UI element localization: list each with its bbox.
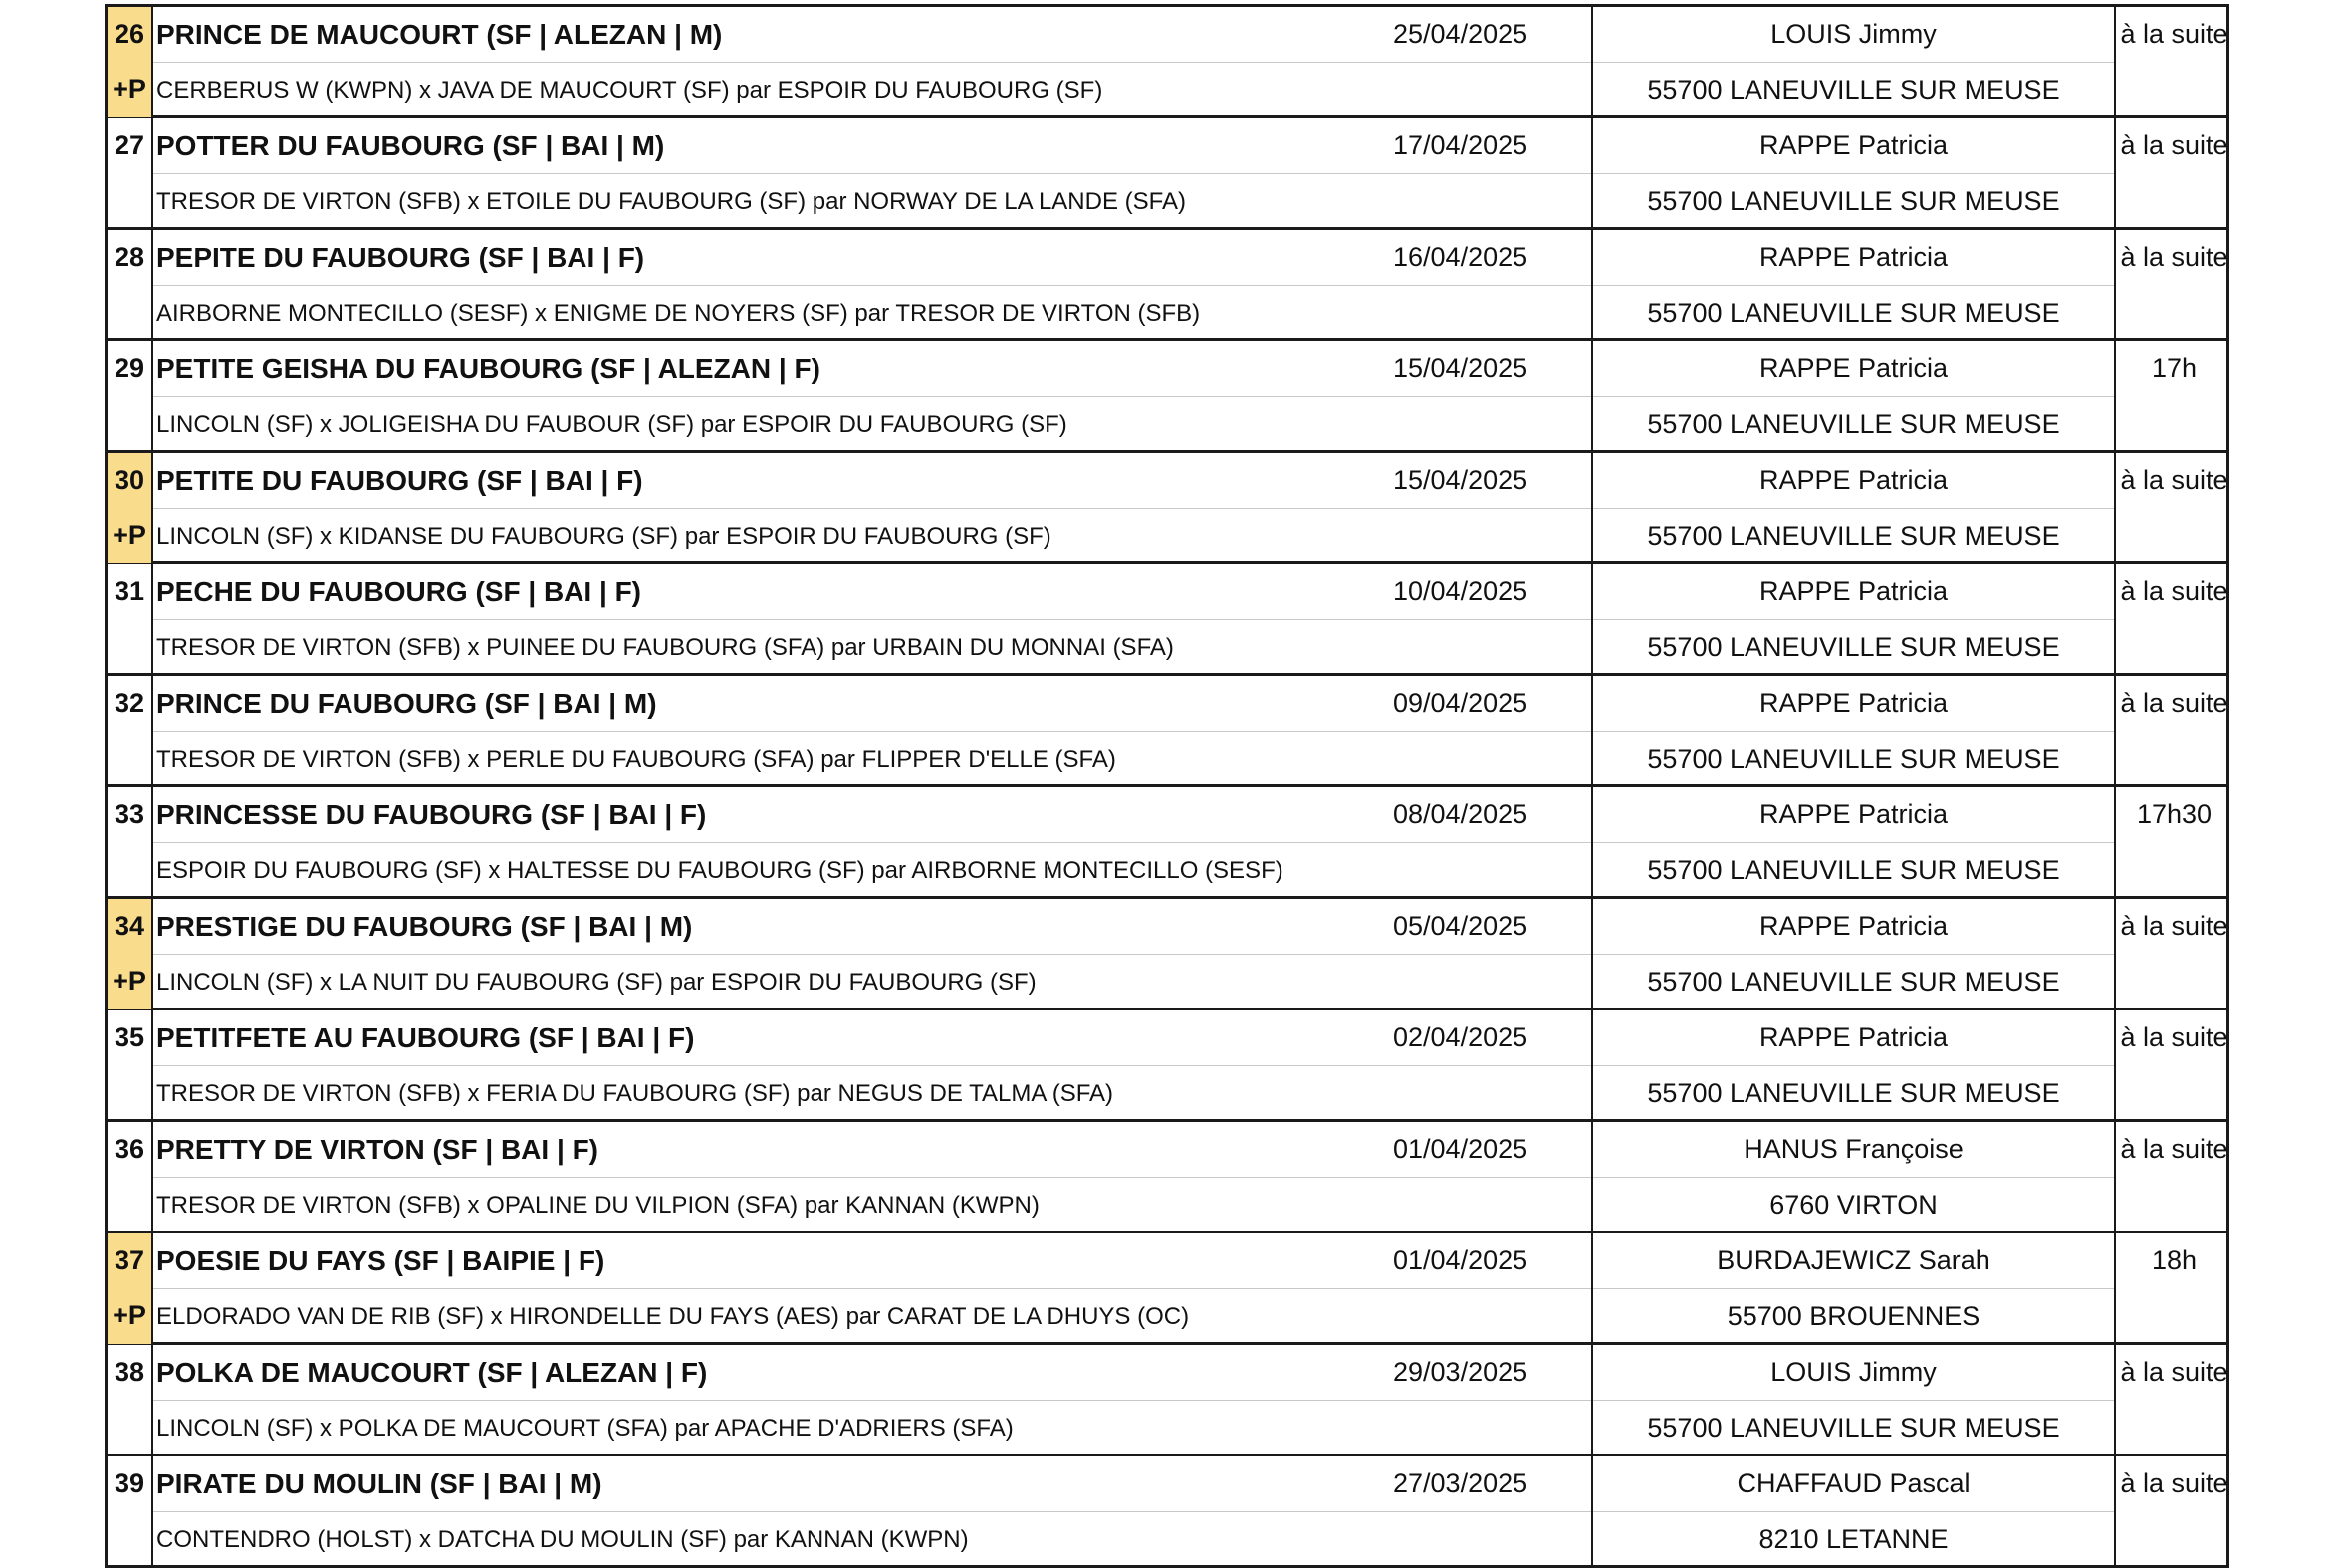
owner-name: RAPPE Patricia — [1593, 230, 2114, 286]
entry-number: 35 — [114, 1022, 145, 1052]
horse-info-cell — [153, 7, 1593, 117]
owner-name: LOUIS Jimmy — [1593, 1345, 2114, 1401]
schedule-time: à la suite — [2120, 911, 2228, 941]
horse-name: POTTER DU FAUBOURG (SF | BAI | M) — [156, 129, 665, 161]
horse-name: PEPITE DU FAUBOURG (SF | BAI | F) — [156, 241, 645, 273]
owner-cell — [1593, 7, 2116, 117]
schedule-cell — [2116, 1122, 2232, 1232]
pedigree: LINCOLN (SF) x LA NUIT DU FAUBOURG (SF) par ESPOIR DU FAUBOURG (SF) — [156, 968, 1037, 996]
horse-name: POESIE DU FAYS (SF | BAIPIE | F) — [156, 1244, 605, 1276]
horse-name: PRINCE DU FAUBOURG (SF | BAI | M) — [156, 687, 657, 719]
table-row — [105, 230, 2229, 341]
table-row — [105, 1233, 2229, 1345]
entry-plus-marker — [108, 1400, 151, 1455]
horse-info-cell — [153, 899, 1593, 1009]
pedigree: TRESOR DE VIRTON (SFB) x ETOILE DU FAUBOURG (SF) par NORWAY DE LA LANDE (SFA) — [156, 187, 1186, 215]
owner-cell — [1593, 787, 2116, 898]
table-row — [105, 7, 2229, 118]
owner-cell — [1593, 1233, 2116, 1344]
pedigree: LINCOLN (SF) x POLKA DE MAUCOURT (SFA) par APACHE D'ADRIERS (SFA) — [156, 1414, 1014, 1442]
horse-info-cell — [153, 787, 1593, 898]
owner-name: RAPPE Patricia — [1593, 676, 2114, 732]
entry-plus-marker — [108, 173, 151, 228]
schedule-cell — [2116, 564, 2232, 675]
owner-location: 55700 LANEUVILLE SUR MEUSE — [1647, 1413, 2060, 1443]
entry-plus-marker: +P — [113, 74, 146, 104]
schedule-cell — [2116, 899, 2232, 1009]
birth-date: 08/04/2025 — [1393, 799, 1528, 829]
entry-number: 39 — [114, 1468, 145, 1498]
owner-cell — [1593, 341, 2116, 452]
entry-number-cell — [108, 1345, 153, 1456]
owner-cell — [1593, 453, 2116, 563]
birth-date: 15/04/2025 — [1393, 353, 1528, 383]
schedule-cell — [2116, 341, 2232, 452]
schedule-time: à la suite — [2120, 465, 2228, 495]
horse-info-cell — [153, 564, 1593, 675]
owner-cell — [1593, 1345, 2116, 1456]
birth-date: 27/03/2025 — [1393, 1468, 1528, 1498]
horse-name: PRINCESSE DU FAUBOURG (SF | BAI | F) — [156, 798, 707, 830]
schedule-time: 17h — [2151, 353, 2198, 383]
owner-name: RAPPE Patricia — [1593, 341, 2114, 397]
owner-location: 55700 LANEUVILLE SUR MEUSE — [1647, 855, 2060, 885]
table-row — [105, 899, 2229, 1010]
entry-number: 37 — [114, 1245, 145, 1275]
owner-name: RAPPE Patricia — [1593, 787, 2114, 843]
horse-name: PRESTIGE DU FAUBOURG (SF | BAI | M) — [156, 910, 693, 942]
owner-name: RAPPE Patricia — [1593, 899, 2114, 955]
entry-plus-marker: +P — [113, 520, 146, 550]
entry-number-cell — [108, 676, 153, 786]
owner-cell — [1593, 676, 2116, 786]
owner-name: RAPPE Patricia — [1593, 118, 2114, 174]
table-row — [105, 787, 2229, 899]
schedule-cell — [2116, 676, 2232, 786]
horse-name: PRINCE DE MAUCOURT (SF | ALEZAN | M) — [156, 18, 723, 50]
pedigree: LINCOLN (SF) x KIDANSE DU FAUBOURG (SF) par ESPOIR DU FAUBOURG (SF) — [156, 522, 1051, 550]
pedigree: TRESOR DE VIRTON (SFB) x PUINEE DU FAUBOURG (SFA) par URBAIN DU MONNAI (SFA) — [156, 633, 1174, 661]
table-row — [105, 564, 2229, 676]
owner-location: 55700 LANEUVILLE SUR MEUSE — [1647, 632, 2060, 662]
schedule-cell — [2116, 787, 2232, 898]
birth-date: 29/03/2025 — [1393, 1357, 1528, 1387]
horse-info-cell — [153, 676, 1593, 786]
schedule-time: 18h — [2151, 1245, 2198, 1275]
pedigree: TRESOR DE VIRTON (SFB) x OPALINE DU VILPION (SFA) par KANNAN (KWPN) — [156, 1191, 1040, 1219]
entries-table — [105, 4, 2229, 1568]
entry-number: 27 — [114, 130, 145, 160]
schedule-cell — [2116, 1233, 2232, 1344]
entry-number-cell — [108, 118, 153, 229]
horse-info-cell — [153, 1233, 1593, 1344]
table-row — [105, 1010, 2229, 1122]
owner-location: 8210 LETANNE — [1758, 1524, 1949, 1554]
entry-plus-marker — [108, 1177, 151, 1232]
table-row — [105, 676, 2229, 787]
entry-number: 28 — [114, 242, 145, 272]
entry-number: 34 — [114, 911, 145, 941]
pedigree: TRESOR DE VIRTON (SFB) x FERIA DU FAUBOURG (SF) par NEGUS DE TALMA (SFA) — [156, 1079, 1114, 1107]
schedule-cell — [2116, 1456, 2232, 1567]
horse-name: PETITE GEISHA DU FAUBOURG (SF | ALEZAN | F) — [156, 352, 820, 384]
entry-plus-marker — [108, 285, 151, 339]
table-row — [105, 1456, 2229, 1568]
horse-info-cell — [153, 230, 1593, 340]
pedigree: ELDORADO VAN DE RIB (SF) x HIRONDELLE DU FAYS (AES) par CARAT DE LA DHUYS (OC) — [156, 1302, 1190, 1330]
owner-location: 55700 BROUENNES — [1727, 1301, 1980, 1331]
entry-number-cell — [108, 1010, 153, 1121]
owner-cell — [1593, 118, 2116, 229]
entry-number: 33 — [114, 799, 145, 829]
pedigree: ESPOIR DU FAUBOURG (SF) x HALTESSE DU FAUBOURG (SF) par AIRBORNE MONTECILLO (SESF) — [156, 856, 1283, 884]
pedigree: CERBERUS W (KWPN) x JAVA DE MAUCOURT (SF) par ESPOIR DU FAUBOURG (SF) — [156, 76, 1103, 104]
birth-date: 10/04/2025 — [1393, 576, 1528, 606]
horse-info-cell — [153, 1010, 1593, 1121]
entry-plus-marker — [108, 1065, 151, 1120]
schedule-time: 17h30 — [2136, 799, 2213, 829]
entry-number-cell — [108, 7, 153, 117]
pedigree: CONTENDRO (HOLST) x DATCHA DU MOULIN (SF) par KANNAN (KWPN) — [156, 1525, 969, 1553]
schedule-time: à la suite — [2120, 130, 2228, 160]
owner-location: 55700 LANEUVILLE SUR MEUSE — [1647, 521, 2060, 551]
pedigree: AIRBORNE MONTECILLO (SESF) x ENIGME DE NOYERS (SF) par TRESOR DE VIRTON (SFB) — [156, 299, 1201, 327]
entry-plus-marker: +P — [113, 1300, 146, 1330]
owner-cell — [1593, 230, 2116, 340]
owner-name: BURDAJEWICZ Sarah — [1593, 1233, 2114, 1289]
entry-number: 31 — [114, 576, 145, 606]
schedule-time: à la suite — [2120, 688, 2228, 718]
horse-info-cell — [153, 1345, 1593, 1456]
schedule-cell — [2116, 1010, 2232, 1121]
entry-number-cell — [108, 453, 153, 563]
schedule-time: à la suite — [2120, 1134, 2228, 1164]
horse-info-cell — [153, 1456, 1593, 1567]
schedule-time: à la suite — [2120, 1357, 2228, 1387]
entry-plus-marker — [108, 842, 151, 897]
horse-name: PECHE DU FAUBOURG (SF | BAI | F) — [156, 575, 642, 607]
entry-plus-marker — [108, 619, 151, 674]
birth-date: 05/04/2025 — [1393, 911, 1528, 941]
table-row — [105, 1122, 2229, 1233]
owner-location: 55700 LANEUVILLE SUR MEUSE — [1647, 409, 2060, 439]
owner-name: RAPPE Patricia — [1593, 1010, 2114, 1066]
birth-date: 25/04/2025 — [1393, 19, 1528, 49]
pedigree: TRESOR DE VIRTON (SFB) x PERLE DU FAUBOURG (SFA) par FLIPPER D'ELLE (SFA) — [156, 745, 1116, 773]
schedule-time: à la suite — [2120, 576, 2228, 606]
schedule-cell — [2116, 118, 2232, 229]
birth-date: 09/04/2025 — [1393, 688, 1528, 718]
horse-name: PIRATE DU MOULIN (SF | BAI | M) — [156, 1467, 602, 1499]
schedule-time: à la suite — [2120, 19, 2228, 49]
schedule-cell — [2116, 453, 2232, 563]
owner-cell — [1593, 899, 2116, 1009]
owner-cell — [1593, 1010, 2116, 1121]
owner-name: LOUIS Jimmy — [1593, 7, 2114, 63]
birth-date: 01/04/2025 — [1393, 1134, 1528, 1164]
owner-location: 55700 LANEUVILLE SUR MEUSE — [1647, 298, 2060, 328]
owner-name: HANUS Françoise — [1593, 1122, 2114, 1178]
entry-number: 30 — [114, 465, 145, 495]
entry-number-cell — [108, 230, 153, 340]
birth-date: 17/04/2025 — [1393, 130, 1528, 160]
entry-number-cell — [108, 1233, 153, 1344]
table-row — [105, 1345, 2229, 1456]
birth-date: 15/04/2025 — [1393, 465, 1528, 495]
entry-number-cell — [108, 564, 153, 675]
entry-number-cell — [108, 341, 153, 452]
owner-cell — [1593, 1456, 2116, 1567]
entry-number: 26 — [114, 19, 145, 49]
entry-plus-marker — [108, 396, 151, 451]
schedule-time: à la suite — [2120, 1468, 2228, 1498]
owner-name: CHAFFAUD Pascal — [1593, 1456, 2114, 1512]
owner-location: 55700 LANEUVILLE SUR MEUSE — [1647, 75, 2060, 105]
birth-date: 02/04/2025 — [1393, 1022, 1528, 1052]
table-row — [105, 453, 2229, 564]
owner-location: 55700 LANEUVILLE SUR MEUSE — [1647, 1078, 2060, 1108]
horse-info-cell — [153, 118, 1593, 229]
entry-number: 36 — [114, 1134, 145, 1164]
entry-number-cell — [108, 787, 153, 898]
horse-name: PETITE DU FAUBOURG (SF | BAI | F) — [156, 464, 643, 496]
entry-plus-marker — [108, 731, 151, 785]
horse-name: PRETTY DE VIRTON (SF | BAI | F) — [156, 1133, 598, 1165]
pedigree: LINCOLN (SF) x JOLIGEISHA DU FAUBOUR (SF) par ESPOIR DU FAUBOURG (SF) — [156, 410, 1067, 438]
owner-cell — [1593, 1122, 2116, 1232]
table-row — [105, 341, 2229, 453]
horse-name: POLKA DE MAUCOURT (SF | ALEZAN | F) — [156, 1356, 708, 1388]
entry-number-cell — [108, 899, 153, 1009]
schedule-cell — [2116, 7, 2232, 117]
owner-location: 55700 LANEUVILLE SUR MEUSE — [1647, 967, 2060, 997]
horse-info-cell — [153, 341, 1593, 452]
owner-location: 55700 LANEUVILLE SUR MEUSE — [1647, 186, 2060, 216]
entry-number-cell — [108, 1122, 153, 1232]
owner-cell — [1593, 564, 2116, 675]
owner-name: RAPPE Patricia — [1593, 453, 2114, 509]
birth-date: 16/04/2025 — [1393, 242, 1528, 272]
schedule-cell — [2116, 230, 2232, 340]
entry-number: 29 — [114, 353, 145, 383]
horse-info-cell — [153, 1122, 1593, 1232]
horse-info-cell — [153, 453, 1593, 563]
table-row — [105, 118, 2229, 230]
schedule-cell — [2116, 1345, 2232, 1456]
entry-number: 38 — [114, 1357, 145, 1387]
owner-location: 6760 VIRTON — [1769, 1190, 1938, 1220]
entry-number-cell — [108, 1456, 153, 1567]
birth-date: 01/04/2025 — [1393, 1245, 1528, 1275]
horse-name: PETITFETE AU FAUBOURG (SF | BAI | F) — [156, 1021, 695, 1053]
owner-name: RAPPE Patricia — [1593, 564, 2114, 620]
schedule-time: à la suite — [2120, 242, 2228, 272]
owner-location: 55700 LANEUVILLE SUR MEUSE — [1647, 744, 2060, 774]
entry-number: 32 — [114, 688, 145, 718]
entry-plus-marker: +P — [113, 966, 146, 996]
schedule-time: à la suite — [2120, 1022, 2228, 1052]
